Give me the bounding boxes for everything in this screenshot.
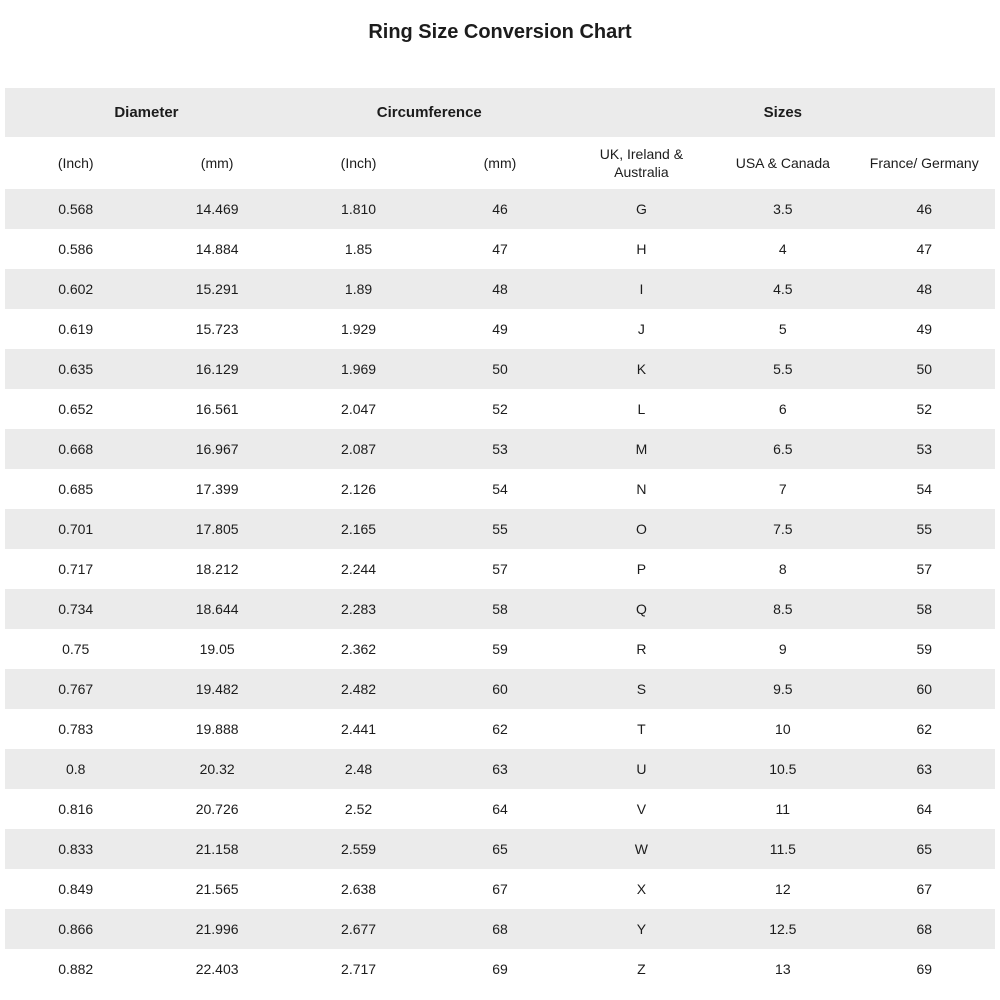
cell: 62 [492, 721, 508, 737]
table-row [5, 229, 995, 269]
cell: U [636, 761, 647, 777]
table-row [5, 629, 995, 669]
column-group-row [5, 88, 995, 137]
cell: 2.047 [341, 401, 377, 417]
table-row [5, 509, 995, 549]
cell: 0.882 [58, 961, 94, 977]
cell: 50 [492, 361, 508, 377]
cell: 15.291 [195, 281, 239, 297]
cell: 16.561 [195, 401, 239, 417]
cell: 5.5 [773, 361, 793, 377]
cell: 68 [492, 921, 508, 937]
cell: V [636, 801, 647, 817]
table-row [5, 309, 995, 349]
cell: 14.884 [195, 241, 239, 257]
cell: 0.849 [58, 881, 94, 897]
cell: 22.403 [195, 961, 239, 977]
cell: 67 [916, 881, 933, 897]
cell: 2.362 [341, 641, 377, 657]
cell: T [637, 721, 646, 737]
cell: Q [635, 601, 647, 617]
cell: 5 [778, 321, 787, 337]
cell: 3.5 [773, 201, 793, 217]
cell: 49 [916, 321, 933, 337]
table-row [5, 749, 995, 789]
cell: 16.967 [195, 441, 239, 457]
table-header [5, 88, 995, 189]
cell: 8 [778, 561, 787, 577]
cell: 19.888 [195, 721, 239, 737]
cell: 0.8 [65, 761, 86, 777]
ring-size-chart [5, 88, 995, 989]
cell: 11.5 [769, 841, 796, 857]
cell: 63 [492, 761, 508, 777]
table-row [5, 549, 995, 589]
cell: 10 [775, 721, 791, 737]
cell: 19.05 [199, 641, 235, 657]
cell: 12.5 [769, 921, 797, 937]
cell: N [636, 481, 647, 497]
cell: 65 [492, 841, 508, 857]
cell: 0.668 [58, 441, 94, 457]
cell: K [636, 361, 647, 377]
cell: 46 [492, 201, 508, 217]
cell: 19.482 [195, 681, 239, 697]
column-header-uk-ireland-australia: UK, Ireland & Australia [571, 137, 712, 189]
cell: 57 [492, 561, 508, 577]
cell: 9 [778, 641, 787, 657]
cell: 1.89 [344, 281, 373, 297]
cell: 2.48 [344, 761, 373, 777]
cell: 4.5 [773, 281, 793, 297]
cell: 48 [492, 281, 508, 297]
cell: 0.816 [58, 801, 94, 817]
cell: 55 [492, 521, 508, 537]
cell: 0.685 [58, 481, 94, 497]
column-header-france-germany: France/ Germany [854, 137, 995, 189]
cell: 49 [492, 321, 508, 337]
cell: 0.767 [58, 681, 94, 697]
cell: 54 [492, 481, 508, 497]
column-header-row [5, 137, 995, 189]
column-header-usa-canada: USA & Canada [712, 137, 853, 189]
column-group-diameter: Diameter [5, 88, 288, 137]
cell: 0.734 [58, 601, 94, 617]
cell: 0.833 [58, 841, 94, 857]
cell: 20.32 [199, 761, 235, 777]
cell: 2.638 [341, 881, 377, 897]
column-header-circumference-inch: (Inch) [288, 137, 429, 189]
cell: 15.723 [195, 321, 239, 337]
cell: 0.635 [58, 361, 94, 377]
cell: 21.158 [195, 841, 239, 857]
cell: H [636, 241, 647, 257]
cell: 18.644 [195, 601, 239, 617]
ring-size-table [5, 88, 995, 989]
table-row [5, 869, 995, 909]
cell: 6.5 [773, 441, 793, 457]
cell: 7 [778, 481, 787, 497]
cell: 11 [775, 801, 791, 817]
cell: 69 [916, 961, 933, 977]
cell: 2.677 [341, 921, 377, 937]
cell: 9.5 [773, 681, 793, 697]
cell: 6 [778, 401, 787, 417]
cell: G [635, 201, 647, 217]
cell: 55 [916, 521, 933, 537]
cell: I [639, 281, 644, 297]
cell: 53 [492, 441, 508, 457]
column-group-sizes: Sizes [571, 88, 995, 137]
column-header-diameter-mm: (mm) [146, 137, 287, 189]
cell: 47 [492, 241, 508, 257]
cell: 47 [916, 241, 933, 257]
cell: 65 [916, 841, 933, 857]
table-row [5, 189, 995, 229]
table-row [5, 469, 995, 509]
cell: 60 [492, 681, 508, 697]
cell: 2.559 [341, 841, 377, 857]
cell: 2.52 [344, 801, 373, 817]
cell: 62 [916, 721, 933, 737]
cell: Z [637, 961, 646, 977]
cell: 0.75 [62, 641, 90, 657]
cell: 21.996 [195, 921, 239, 937]
cell: 0.602 [58, 281, 94, 297]
cell: W [634, 841, 648, 857]
table-row [5, 429, 995, 469]
cell: 2.244 [341, 561, 377, 577]
table-row [5, 269, 995, 309]
cell: 60 [916, 681, 933, 697]
cell: 13 [775, 961, 791, 977]
table-row [5, 789, 995, 829]
cell: 58 [916, 601, 933, 617]
cell: 0.652 [58, 401, 94, 417]
cell: P [636, 561, 647, 577]
cell: O [635, 521, 647, 537]
cell: 2.087 [341, 441, 377, 457]
cell: 67 [492, 881, 508, 897]
cell: 0.866 [58, 921, 94, 937]
table-row [5, 349, 995, 389]
cell: 52 [916, 401, 933, 417]
cell: 7.5 [773, 521, 793, 537]
cell: 50 [916, 361, 933, 377]
page-title: Ring Size Conversion Chart [368, 21, 632, 43]
cell: 16.129 [195, 361, 239, 377]
column-header-diameter-inch: (Inch) [5, 137, 146, 189]
cell: L [637, 401, 646, 417]
cell: 1.929 [341, 321, 377, 337]
cell: 1.810 [341, 201, 377, 217]
cell: 0.586 [58, 241, 94, 257]
table-body [5, 189, 995, 989]
cell: 0.701 [58, 521, 94, 537]
table-row [5, 709, 995, 749]
cell: 2.165 [341, 521, 377, 537]
cell: 68 [916, 921, 933, 937]
table-row [5, 829, 995, 869]
cell: J [637, 321, 645, 337]
cell: S [636, 681, 647, 697]
cell: 59 [916, 641, 933, 657]
table-row [5, 589, 995, 629]
cell: 53 [916, 441, 933, 457]
column-group-circumference: Circumference [288, 88, 571, 137]
cell: Y [636, 921, 647, 937]
table-row [5, 949, 995, 989]
cell: 48 [916, 281, 933, 297]
cell: 0.619 [58, 321, 94, 337]
cell: 12 [775, 881, 791, 897]
cell: 57 [916, 561, 933, 577]
cell: 2.717 [341, 961, 377, 977]
cell: 0.717 [58, 561, 94, 577]
cell: X [636, 881, 647, 897]
cell: 1.969 [341, 361, 377, 377]
column-header-circumference-mm: (mm) [429, 137, 570, 189]
cell: 46 [916, 201, 933, 217]
cell: 10.5 [769, 761, 797, 777]
cell: 54 [916, 481, 933, 497]
cell: 63 [916, 761, 933, 777]
cell: 0.783 [58, 721, 94, 737]
cell: 64 [492, 801, 508, 817]
cell: 59 [492, 641, 508, 657]
cell: 64 [916, 801, 933, 817]
cell: 0.568 [58, 201, 94, 217]
cell: 20.726 [195, 801, 239, 817]
cell: 2.126 [341, 481, 377, 497]
cell: 4 [778, 241, 787, 257]
cell: R [636, 641, 647, 657]
cell: 52 [492, 401, 508, 417]
table-row [5, 669, 995, 709]
cell: 58 [492, 601, 508, 617]
cell: 2.482 [341, 681, 377, 697]
table-row [5, 909, 995, 949]
cell: 2.441 [341, 721, 377, 737]
cell: 2.283 [341, 601, 377, 617]
cell: 17.399 [195, 481, 239, 497]
cell: 69 [492, 961, 508, 977]
cell: 18.212 [195, 561, 239, 577]
cell: 21.565 [195, 881, 239, 897]
cell: 17.805 [195, 521, 239, 537]
table-row [5, 389, 995, 429]
cell: 1.85 [344, 241, 373, 257]
cell: 14.469 [195, 201, 239, 217]
cell: M [635, 441, 648, 457]
cell: 8.5 [773, 601, 793, 617]
